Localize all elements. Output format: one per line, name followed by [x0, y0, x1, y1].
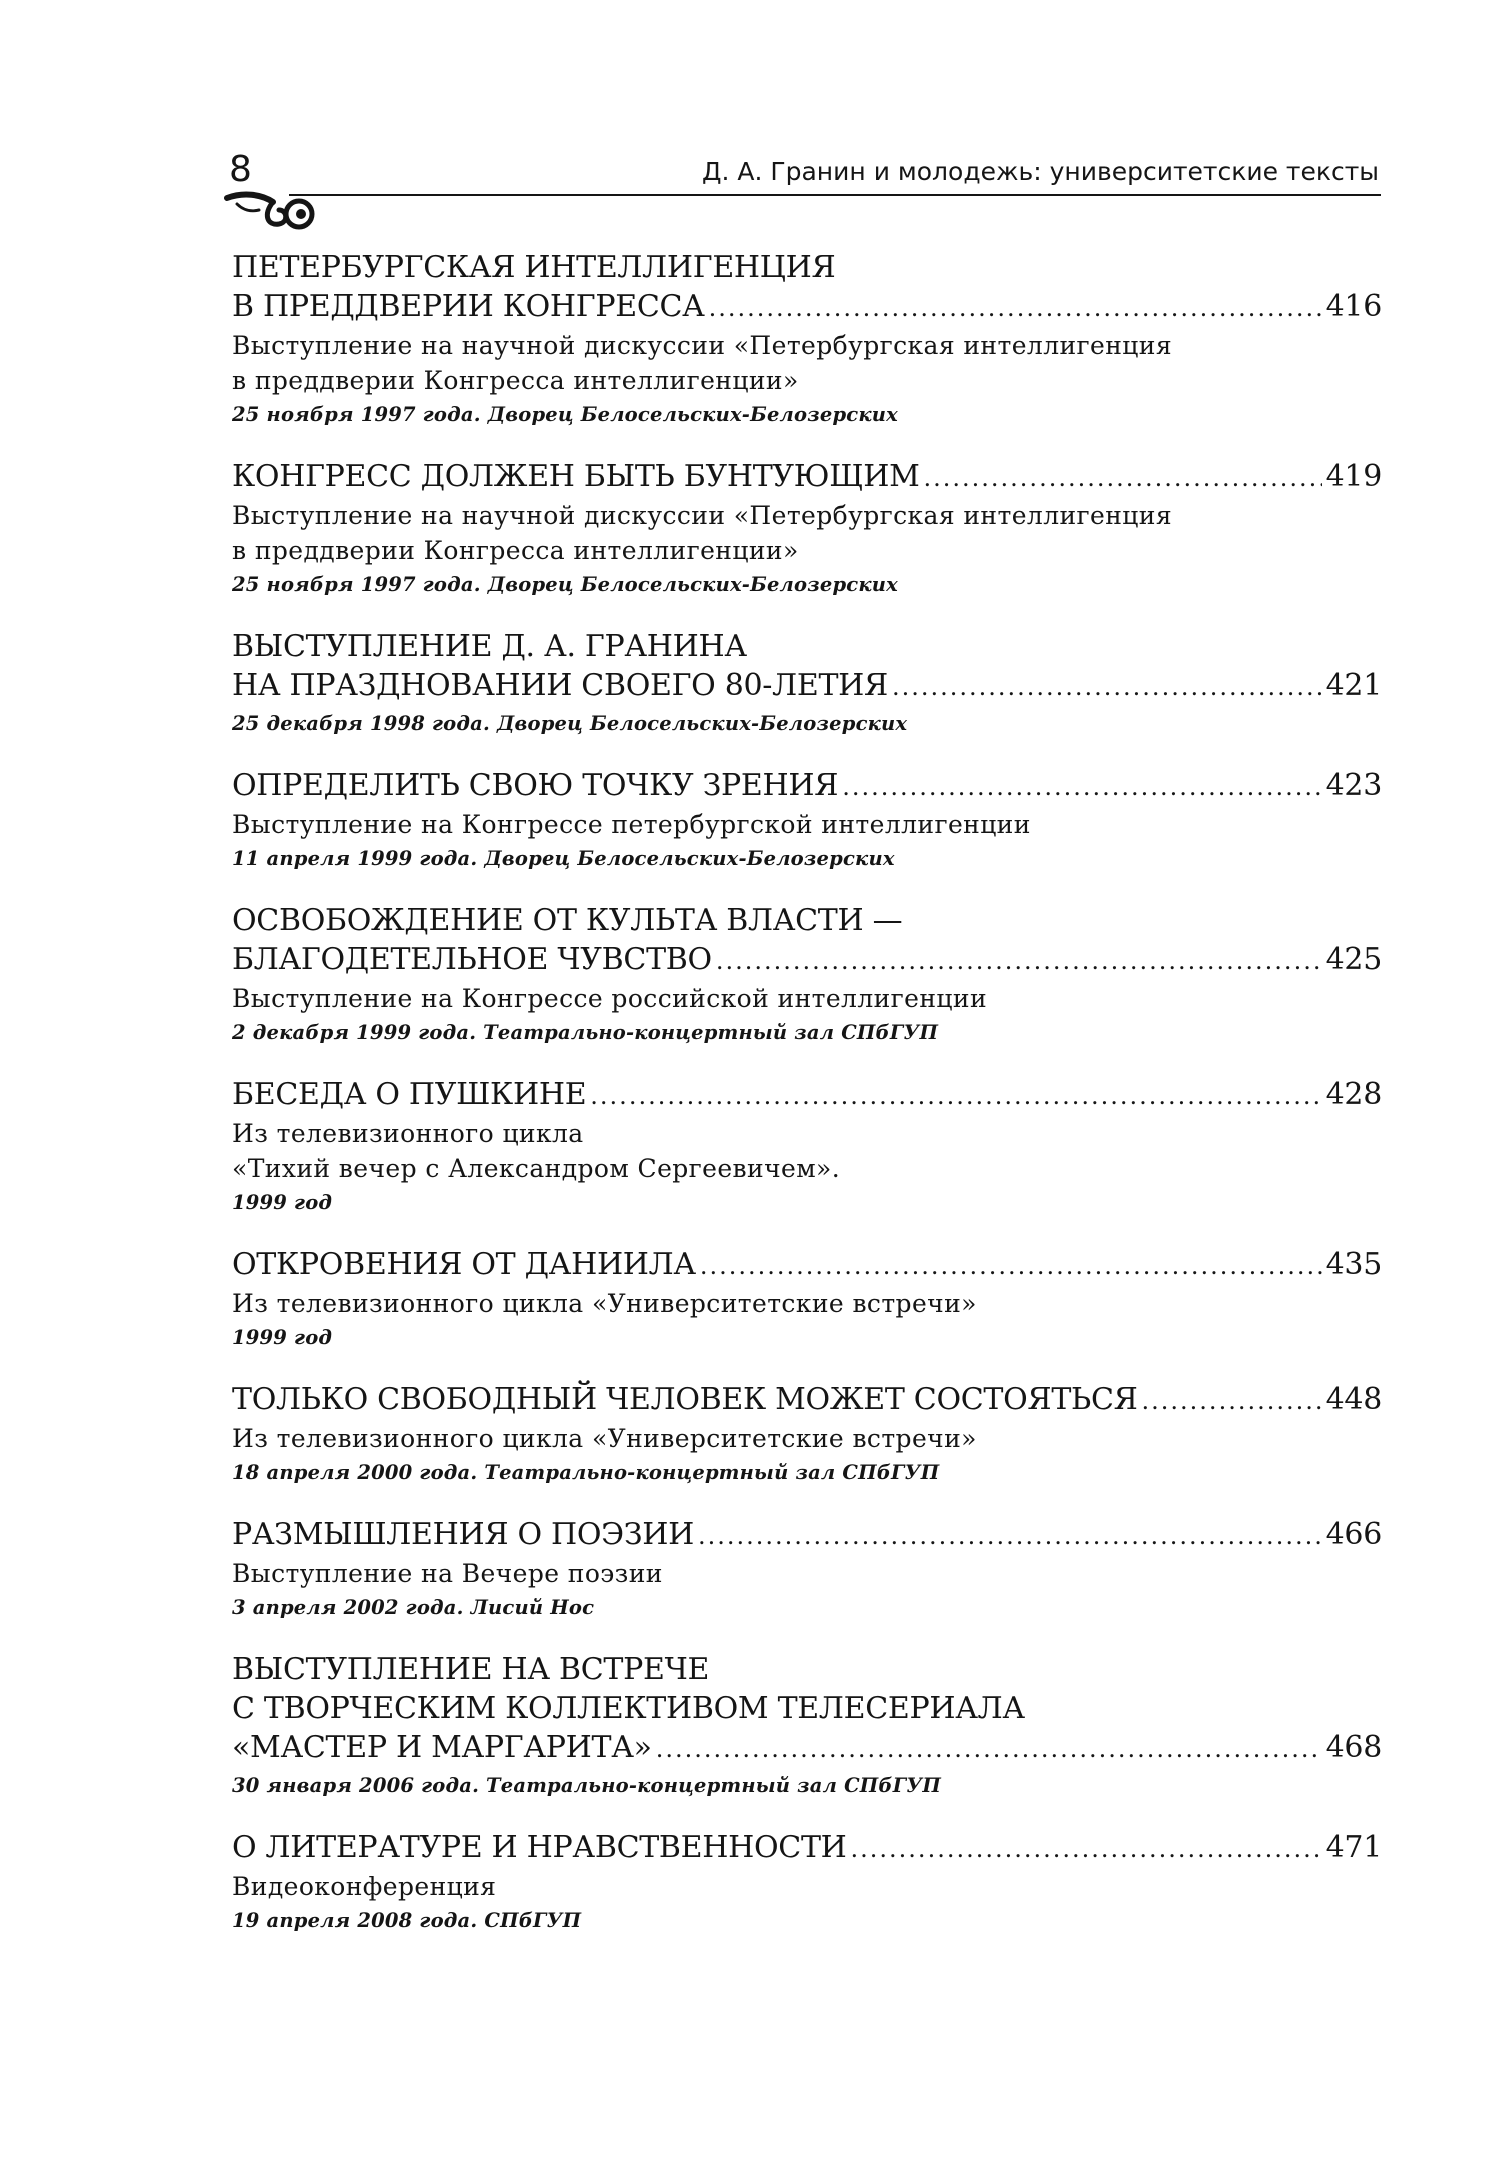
entry-title-line: ОСВОБОЖДЕНИЕ ОТ КУЛЬТА ВЛАСТИ —: [232, 903, 903, 938]
page-number: 8: [229, 149, 252, 190]
entry-description: Из телевизионного цикла «Университетские встречи»: [232, 1289, 977, 1318]
entry-title: КОНГРЕСС ДОЛЖЕН БЫТЬ БУНТУЮЩИМ: [232, 459, 920, 494]
entry-leader-line: [232, 1828, 1382, 1869]
toc-entry: [232, 1515, 1382, 1624]
toc-entry: [232, 627, 1382, 740]
leader-dots: [851, 1830, 1322, 1869]
entry-page-number: 448: [1325, 1382, 1382, 1417]
entry-page-number: 428: [1325, 1077, 1382, 1112]
running-title: Д. А. Гранин и молодежь: университетские тексты: [701, 157, 1379, 186]
entry-title: О ЛИТЕРАТУРЕ И НРАВСТВЕННОСТИ: [232, 1830, 847, 1865]
entry-description: в преддверии Конгресса интеллигенции»: [232, 366, 799, 395]
leader-dots: [700, 1247, 1322, 1286]
entry-title: ТОЛЬКО СВОБОДНЫЙ ЧЕЛОВЕК МОЖЕТ СОСТОЯТЬСЯ: [232, 1382, 1138, 1417]
entry-title-line: ПЕТЕРБУРГСКАЯ ИНТЕЛЛИГЕНЦИЯ: [232, 250, 836, 285]
entry-leader-line: [232, 1075, 1382, 1116]
entry-description: в преддверии Конгресса интеллигенции»: [232, 536, 799, 565]
toc-entry: [232, 1650, 1382, 1802]
entry-date-place: 25 ноября 1997 года. Дворец Белосельских-Белозерских: [232, 403, 898, 426]
table-of-contents: [232, 248, 1382, 1963]
entry-leader-line: [232, 1245, 1382, 1286]
entry-title-line: ВЫСТУПЛЕНИЕ НА ВСТРЕЧЕ: [232, 1652, 710, 1687]
leader-dots: [842, 768, 1321, 807]
leader-dots: [924, 459, 1322, 498]
entry-title: БЕСЕДА О ПУШКИНЕ: [232, 1077, 587, 1112]
header-rule: [289, 194, 1381, 196]
entry-date-place: 25 декабря 1998 года. Дворец Белосельских-Белозерских: [232, 712, 908, 735]
leader-dots: [1142, 1382, 1322, 1421]
toc-entry: [232, 1828, 1382, 1937]
entry-title: БЛАГОДЕТЕЛЬНОЕ ЧУВСТВО: [232, 942, 712, 977]
entry-page-number: 419: [1325, 459, 1382, 494]
toc-entry: [232, 1075, 1382, 1219]
leader-dots: [656, 1730, 1322, 1769]
entry-description: Из телевизионного цикла: [232, 1119, 584, 1148]
entry-description: «Тихий вечер с Александром Сергеевичем».: [232, 1154, 841, 1183]
entry-title: ОПРЕДЕЛИТЬ СВОЮ ТОЧКУ ЗРЕНИЯ: [232, 768, 839, 803]
entry-description: Выступление на научной дискуссии «Петербургская интеллигенция: [232, 501, 1173, 530]
toc-entry: [232, 248, 1382, 431]
entry-leader-line: [232, 457, 1382, 498]
ornament-flourish-icon: [223, 184, 315, 234]
entry-description: Из телевизионного цикла «Университетские встречи»: [232, 1424, 977, 1453]
entry-description: Выступление на Вечере поэзии: [232, 1559, 663, 1588]
entry-description: Выступление на научной дискуссии «Петербургская интеллигенция: [232, 331, 1173, 360]
entry-title: В ПРЕДДВЕРИИ КОНГРЕССА: [232, 289, 705, 324]
leader-dots: [716, 942, 1322, 981]
leader-dots: [892, 668, 1322, 707]
toc-entry: [232, 766, 1382, 875]
entry-title: НА ПРАЗДНОВАНИИ СВОЕГО 80-ЛЕТИЯ: [232, 668, 888, 703]
entry-leader-line: [232, 666, 1382, 707]
entry-title-line: С ТВОРЧЕСКИМ КОЛЛЕКТИВОМ ТЕЛЕСЕРИАЛА: [232, 1691, 1025, 1726]
entry-leader-line: [232, 1728, 1382, 1769]
entry-title: «МАСТЕР И МАРГАРИТА»: [232, 1730, 652, 1765]
entry-leader-line: [232, 940, 1382, 981]
leader-dots: [590, 1077, 1321, 1116]
entry-description: Выступление на Конгрессе петербургской интеллигенции: [232, 810, 1031, 839]
leader-dots: [698, 1517, 1322, 1556]
entry-title: РАЗМЫШЛЕНИЯ О ПОЭЗИИ: [232, 1517, 694, 1552]
entry-title-line: ВЫСТУПЛЕНИЕ Д. А. ГРАНИНА: [232, 629, 747, 664]
toc-entry: [232, 457, 1382, 601]
page-header: [229, 150, 1379, 200]
entry-description: Видеоконференция: [232, 1872, 497, 1901]
toc-entry: [232, 1380, 1382, 1489]
entry-leader-line: [232, 1515, 1382, 1556]
entry-date-place: 2 декабря 1999 года. Театрально-концертный зал СПбГУП: [232, 1021, 939, 1044]
entry-description: Выступление на Конгрессе российской интеллигенции: [232, 984, 988, 1013]
entry-leader-line: [232, 1380, 1382, 1421]
entry-page-number: 468: [1325, 1730, 1382, 1765]
entry-page-number: 423: [1325, 768, 1382, 803]
entry-date-place: 1999 год: [232, 1191, 333, 1214]
entry-page-number: 471: [1325, 1830, 1382, 1865]
entry-date-place: 30 января 2006 года. Театрально-концертный зал СПбГУП: [232, 1774, 942, 1797]
entry-page-number: 425: [1325, 942, 1382, 977]
entry-date-place: 1999 год: [232, 1326, 333, 1349]
entry-date-place: 19 апреля 2008 года. СПбГУП: [232, 1909, 582, 1932]
entry-title: ОТКРОВЕНИЯ ОТ ДАНИИЛА: [232, 1247, 696, 1282]
entry-page-number: 466: [1325, 1517, 1382, 1552]
leader-dots: [709, 289, 1322, 328]
entry-page-number: 416: [1325, 289, 1382, 324]
entry-date-place: 3 апреля 2002 года. Лисий Нос: [232, 1596, 595, 1619]
entry-date-place: 25 ноября 1997 года. Дворец Белосельских-Белозерских: [232, 573, 898, 596]
toc-entry: [232, 901, 1382, 1049]
entry-date-place: 11 апреля 1999 года. Дворец Белосельских-Белозерских: [232, 847, 895, 870]
entry-page-number: 435: [1325, 1247, 1382, 1282]
entry-date-place: 18 апреля 2000 года. Театрально-концертный зал СПбГУП: [232, 1461, 940, 1484]
toc-entry: [232, 1245, 1382, 1354]
entry-leader-line: [232, 287, 1382, 328]
entry-leader-line: [232, 766, 1382, 807]
entry-page-number: 421: [1325, 668, 1382, 703]
